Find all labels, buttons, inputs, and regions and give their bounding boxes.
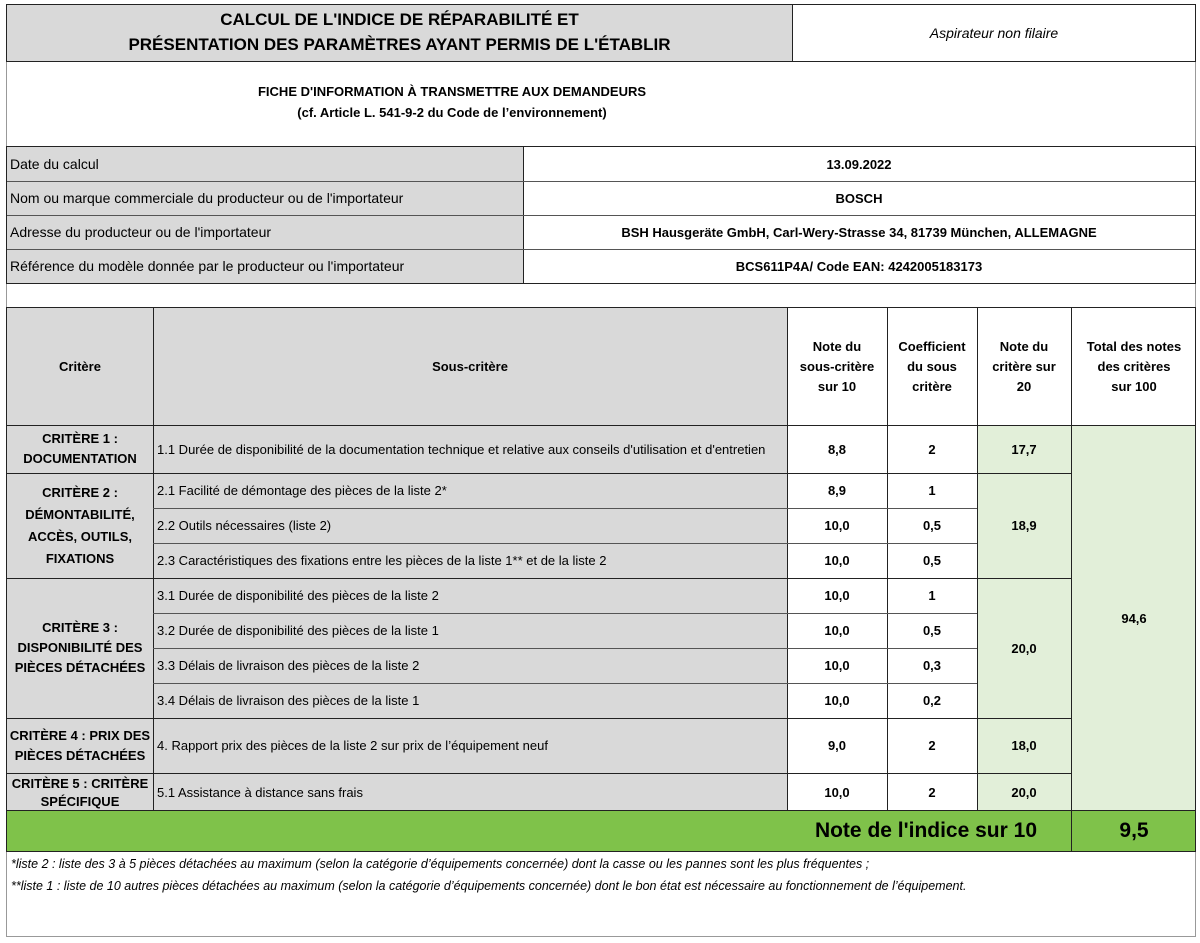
info-sheet (6, 62, 1196, 146)
criterion-score: 18,0 (1011, 738, 1037, 753)
criterion-name-line: CRITÈRE 5 : CRITÈRE (11, 776, 149, 791)
sub-criterion-2-2: 2.2 Outils nécessaires (liste 2) (157, 518, 332, 533)
coefficient: 2 (928, 738, 936, 753)
header-coef-line: Coefficient (898, 338, 966, 354)
product-type: Aspirateur non filaire (929, 25, 1059, 41)
criterion-3-name (7, 578, 153, 718)
criterion-name-line: PIÈCES DÉTACHÉES (14, 747, 146, 763)
criterion-name-line: DISPONIBILITÉ DES (17, 640, 143, 655)
sub-note: 10,0 (824, 623, 850, 638)
header-note-critere-line: 20 (1016, 378, 1032, 394)
criterion-4-name (7, 718, 153, 773)
coefficient: 1 (928, 483, 936, 498)
info-sheet-line-1: FICHE D'INFORMATION À TRANSMETTRE AUX DEMANDEURS (257, 83, 647, 99)
criterion-name-line: DÉMONTABILITÉ, (25, 506, 135, 522)
sub-note: 10,0 (824, 518, 850, 533)
sub-note: 10,0 (824, 553, 850, 568)
header-coefficient (887, 308, 977, 425)
detail-label-brand: Nom ou marque commerciale du producteur ou de l'importateur (10, 190, 404, 206)
title-cell (6, 4, 793, 62)
criterion-2-name (7, 473, 153, 578)
criterion-score: 20,0 (1011, 785, 1037, 800)
coefficient: 0,5 (922, 553, 942, 568)
details-table (6, 146, 1196, 284)
detail-value-address: BSH Hausgeräte GmbH, Carl-Wery-Strasse 34, 81739 München, ALLEMAGNE (621, 224, 1097, 240)
criterion-score: 18,9 (1011, 518, 1037, 533)
criterion-name-line: ACCÈS, OUTILS, (27, 528, 132, 544)
criterion-name-line: CRITÈRE 3 : (42, 620, 118, 635)
criterion-name-line: DOCUMENTATION (23, 451, 137, 466)
header-coef-line: critère (912, 378, 952, 394)
coefficient: 0,3 (922, 658, 942, 673)
detail-label-reference: Référence du modèle donnée par le producteur ou l'importateur (10, 258, 405, 274)
criterion-name-line: CRITÈRE 4 : PRIX DES (9, 727, 151, 743)
footnote-liste-2: *liste 2 : liste des 3 à 5 pièces détachées au maximum (selon la catégorie d’équipements concernée) dont la casse ou les pannes sont les plus fréquentes ; (11, 857, 870, 871)
sub-note: 10,0 (824, 693, 850, 708)
sub-criterion-3-4: 3.4 Délais de livraison des pièces de la liste 1 (157, 693, 420, 708)
criterion-name-line: CRITÈRE 2 : (42, 484, 118, 500)
scoring-table (6, 307, 1196, 811)
footnote-liste-1: **liste 1 : liste de 10 autres pièces détachées au maximum (selon la catégorie d’équipements concernée) dont le bon état est nécessaire au fonctionnement de l’équipement. (11, 879, 967, 893)
criterion-name-line: FIXATIONS (45, 550, 115, 566)
detail-value-reference: BCS611P4A/ Code EAN: 4242005183173 (735, 258, 983, 274)
sub-note: 10,0 (824, 588, 850, 603)
detail-value-date: 13.09.2022 (826, 156, 892, 172)
sub-criterion-3-2: 3.2 Durée de disponibilité des pièces de la liste 1 (157, 623, 439, 638)
sub-note: 10,0 (824, 785, 850, 800)
criterion-score: 17,7 (1011, 441, 1037, 457)
coefficient: 0,2 (922, 693, 942, 708)
header-sous-critere: Sous-critère (432, 359, 508, 374)
header-total (1071, 308, 1196, 425)
footnotes (6, 852, 1196, 937)
sub-note: 9,0 (827, 738, 847, 753)
sub-criterion-4: 4. Rapport prix des pièces de la liste 2 sur prix de l’équipement neuf (157, 738, 548, 753)
criterion-name-line: PIÈCES DÉTACHÉES (14, 660, 146, 675)
header-critere: Critère (59, 359, 101, 374)
sub-criterion-5-1: 5.1 Assistance à distance sans frais (157, 785, 363, 800)
header-note-sous-critere (787, 308, 887, 425)
header-coef-line: du sous (907, 358, 957, 374)
criterion-name-line: SPÉCIFIQUE (40, 794, 120, 809)
coefficient: 0,5 (922, 623, 942, 638)
sub-criterion-2-1: 2.1 Facilité de démontage des pièces de la liste 2* (157, 483, 447, 498)
final-index-label: Note de l'indice sur 10 (814, 819, 1037, 842)
detail-label-address: Adresse du producteur ou de l'importateur (10, 224, 272, 240)
coefficient: 2 (928, 785, 936, 800)
header-total-line: des critères (1097, 358, 1171, 374)
total-score: 94,6 (1121, 611, 1147, 626)
title-line-2: PRÉSENTATION DES PARAMÈTRES AYANT PERMIS DE L'ÉTABLIR (128, 35, 671, 54)
sub-criterion-3-3: 3.3 Délais de livraison des pièces de la liste 2 (157, 658, 420, 673)
coefficient: 1 (928, 588, 936, 603)
sub-note: 10,0 (824, 658, 850, 673)
final-index-row (6, 810, 1196, 852)
product-type-cell (792, 4, 1196, 62)
criterion-5-name (7, 773, 153, 811)
sub-criterion-3-1: 3.1 Durée de disponibilité des pièces de la liste 2 (157, 588, 439, 603)
coefficient: 0,5 (922, 518, 942, 533)
detail-value-brand: BOSCH (835, 190, 883, 206)
final-index-value: 9,5 (1119, 819, 1149, 842)
header-total-line: Total des notes (1086, 338, 1182, 354)
detail-label-date: Date du calcul (10, 156, 99, 172)
coefficient: 2 (928, 441, 936, 457)
header-note-critere-line: Note du (999, 338, 1049, 354)
header-note-critere (977, 308, 1071, 425)
sub-criterion-1-1: 1.1 Durée de disponibilité de la documentation technique et relative aux conseils d'utilisation et d'entretien (157, 441, 766, 457)
sub-note: 8,8 (827, 441, 847, 457)
sub-note: 8,9 (827, 483, 847, 498)
header-total-line: sur 100 (1111, 378, 1157, 394)
header-note-sous-line: sous-critère (799, 358, 875, 374)
header-note-sous-line: Note du (812, 338, 862, 354)
title-line-1: CALCUL DE L'INDICE DE RÉPARABILITÉ ET (220, 10, 579, 29)
sub-criterion-2-3: 2.3 Caractéristiques des fixations entre les pièces de la liste 1** et de la liste 2 (157, 553, 607, 568)
criterion-name-line: CRITÈRE 1 : (42, 431, 118, 446)
header-note-sous-line: sur 10 (817, 378, 857, 394)
info-sheet-line-2: (cf. Article L. 541-9-2 du Code de l’environnement) (297, 104, 607, 120)
criterion-score: 20,0 (1011, 640, 1037, 656)
header-note-critere-line: critère sur (992, 358, 1056, 374)
criterion-1-name (7, 425, 153, 473)
